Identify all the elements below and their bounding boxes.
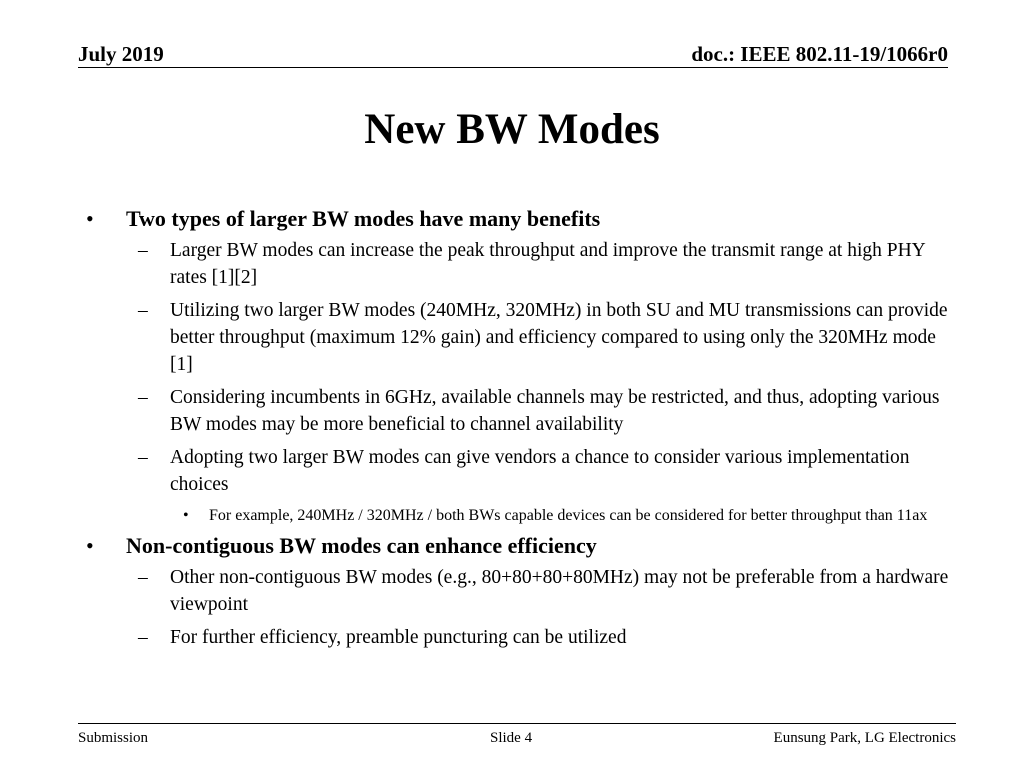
bullet-text: For further efficiency, preamble puncturing can be utilized xyxy=(170,627,627,648)
bullet-level2-vendors xyxy=(84,444,950,498)
bullet-text: Larger BW modes can increase the peak throughput and improve the transmit range at high PHY rates [1][2] xyxy=(170,240,926,288)
dash-mark: – xyxy=(138,240,148,261)
bullet-mark: • xyxy=(86,533,94,558)
bullet-text: Utilizing two larger BW modes (240MHz, 320MHz) in both SU and MU transmissions can provide better throughput (maximum 12% gain) and efficiency compared to using only the 320MHz mode [1] xyxy=(170,300,948,375)
header-divider xyxy=(78,67,948,68)
footer-divider xyxy=(78,723,956,724)
dash-mark: – xyxy=(138,447,148,468)
footer-slide-number: Slide 4 xyxy=(490,730,533,746)
slide-body xyxy=(84,202,964,657)
header-date: July 2019 xyxy=(78,42,164,66)
bullet-mark: • xyxy=(183,507,189,524)
footer-submission: Submission xyxy=(78,730,149,746)
dash-mark: – xyxy=(138,567,148,588)
bullet-level2-hardware xyxy=(84,564,950,618)
header-doc-id: doc.: IEEE 802.11-19/1066r0 xyxy=(691,42,948,66)
bullet-level2-two-bw-modes xyxy=(84,297,950,378)
bullet-level2-puncturing xyxy=(84,624,950,651)
bullet-mark: • xyxy=(86,206,94,231)
bullet-text: Considering incumbents in 6GHz, available channels may be restricted, and thus, adopting various BW modes may be more beneficial to channel availability xyxy=(170,387,940,435)
bullet-level3-example xyxy=(84,504,939,527)
slide-title: New BW Modes xyxy=(364,106,660,153)
dash-mark: – xyxy=(138,387,148,408)
bullet-text: Adopting two larger BW modes can give vendors a chance to consider various implementation choices xyxy=(170,447,910,495)
dash-mark: – xyxy=(138,300,148,321)
bullet-level2-peak-throughput xyxy=(84,237,950,291)
bullet-text: For example, 240MHz / 320MHz / both BWs capable devices can be considered for better throughput than 11ax xyxy=(209,507,928,524)
footer-author: Eunsung Park, LG Electronics xyxy=(773,730,956,746)
bullet-level1-benefits xyxy=(84,204,964,234)
bullet-text: Two types of larger BW modes have many benefits xyxy=(126,206,601,231)
bullet-text: Non-contiguous BW modes can enhance efficiency xyxy=(126,533,597,558)
dash-mark: – xyxy=(138,627,148,648)
bullet-text: Other non-contiguous BW modes (e.g., 80+80+80+80MHz) may not be preferable from a hardware viewpoint xyxy=(170,567,949,615)
bullet-level2-incumbents xyxy=(84,384,950,438)
bullet-level1-non-contiguous xyxy=(84,531,964,561)
